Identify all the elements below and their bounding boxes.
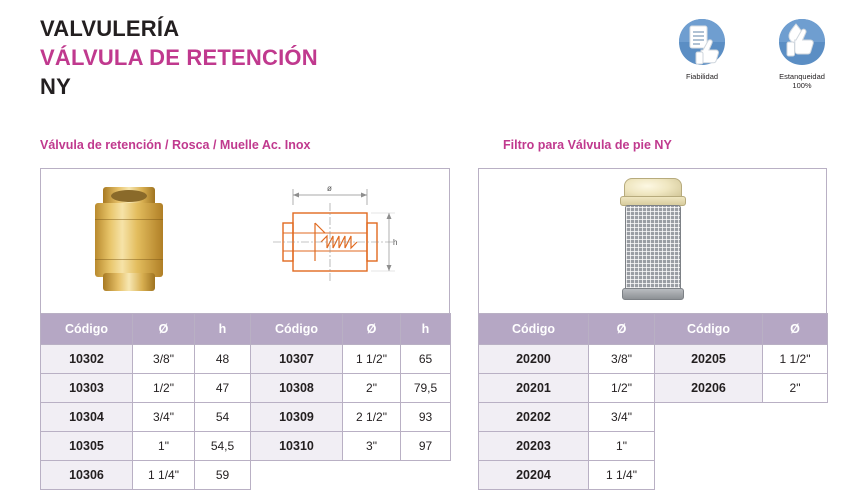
left-th-diametro-1: Ø — [133, 314, 195, 345]
table-row — [479, 432, 828, 461]
right-product-panel — [478, 168, 827, 490]
left-cell-diameter: 1 1/4" — [133, 461, 195, 490]
right-spec-table-wrap — [478, 313, 827, 490]
left-cell-diameter: 1" — [133, 432, 195, 461]
inox-filter-image — [616, 178, 690, 300]
right-table-header-row — [479, 314, 828, 345]
left-cell-diameter: 1/2" — [133, 374, 195, 403]
left-cell-diameter: 3/4" — [133, 403, 195, 432]
left-cell-height2: 79,5 — [401, 374, 451, 403]
right-cell-code: 20203 — [479, 432, 589, 461]
left-cell-code2: 10307 — [251, 345, 343, 374]
left-product-panel — [40, 168, 450, 490]
left-figure-area — [41, 169, 449, 309]
table-row — [41, 374, 451, 403]
right-cell-empty — [763, 432, 828, 461]
hand-checklist-icon — [676, 16, 728, 68]
left-cell-code: 10302 — [41, 345, 133, 374]
table-row — [479, 374, 828, 403]
left-cell-height: 59 — [195, 461, 251, 490]
left-cell-code2: 10308 — [251, 374, 343, 403]
left-th-codigo-1: Código — [41, 314, 133, 345]
estanqueidad-badge — [765, 16, 839, 90]
left-cell-height: 54 — [195, 403, 251, 432]
brass-check-valve-image — [87, 185, 171, 293]
right-cell-diameter: 3/4" — [589, 403, 655, 432]
left-cell-code2: 10310 — [251, 432, 343, 461]
left-cell-height: 48 — [195, 345, 251, 374]
left-cell-empty — [343, 461, 401, 490]
left-spec-table-wrap — [40, 313, 450, 490]
right-cell-diameter: 1" — [589, 432, 655, 461]
left-cell-code: 10306 — [41, 461, 133, 490]
table-row — [41, 461, 451, 490]
left-section-caption: Válvula de retención / Rosca / Muelle Ac. Inox — [40, 138, 311, 152]
left-th-altura-2: h — [401, 314, 451, 345]
right-th-diametro-1: Ø — [589, 314, 655, 345]
estanqueidad-caption-line1: Estanqueidad — [779, 72, 825, 81]
right-th-codigo-1: Código — [479, 314, 589, 345]
right-cell-code: 20204 — [479, 461, 589, 490]
page-title — [40, 14, 318, 101]
right-cell-empty — [655, 461, 763, 490]
left-cell-height2: 97 — [401, 432, 451, 461]
right-figure-area — [479, 169, 826, 309]
badge-group — [665, 16, 839, 90]
thumbs-up-drop-icon — [776, 16, 828, 68]
left-cell-code: 10303 — [41, 374, 133, 403]
right-spec-table — [478, 313, 828, 490]
left-cell-empty — [401, 461, 451, 490]
left-cell-diameter2: 1 1/2" — [343, 345, 401, 374]
right-cell-code: 20200 — [479, 345, 589, 374]
left-cell-code: 10305 — [41, 432, 133, 461]
right-cell-diameter: 3/8" — [589, 345, 655, 374]
left-cell-diameter: 3/8" — [133, 345, 195, 374]
left-cell-code: 10304 — [41, 403, 133, 432]
right-cell-diameter: 1 1/4" — [589, 461, 655, 490]
left-th-codigo-2: Código — [251, 314, 343, 345]
left-cell-height: 47 — [195, 374, 251, 403]
right-cell-diameter: 1/2" — [589, 374, 655, 403]
table-row — [479, 403, 828, 432]
title-line-3: NY — [40, 74, 71, 99]
svg-text:h: h — [393, 238, 398, 247]
svg-text:ø: ø — [327, 184, 332, 193]
table-row — [41, 403, 451, 432]
left-cell-diameter2: 2 1/2" — [343, 403, 401, 432]
estanqueidad-caption-line2: 100% — [792, 81, 812, 90]
right-cell-empty — [655, 403, 763, 432]
left-cell-diameter2: 2" — [343, 374, 401, 403]
fiabilidad-badge — [665, 16, 739, 81]
right-cell-code2: 20206 — [655, 374, 763, 403]
left-spec-table — [40, 313, 451, 490]
title-line-1: VALVULERÍA — [40, 16, 180, 41]
left-cell-diameter2: 3" — [343, 432, 401, 461]
right-th-diametro-2: Ø — [763, 314, 828, 345]
estanqueidad-badge-caption — [765, 72, 839, 90]
right-cell-empty — [763, 461, 828, 490]
table-row — [479, 461, 828, 490]
right-cell-code2: 20205 — [655, 345, 763, 374]
right-cell-code: 20202 — [479, 403, 589, 432]
right-cell-empty — [655, 432, 763, 461]
valve-technical-drawing — [263, 179, 403, 299]
left-table-header-row — [41, 314, 451, 345]
fiabilidad-badge-caption: Fiabilidad — [685, 72, 719, 81]
right-section-caption: Filtro para Válvula de pie NY — [503, 138, 672, 152]
left-cell-height2: 65 — [401, 345, 451, 374]
left-cell-height: 54,5 — [195, 432, 251, 461]
table-row — [479, 345, 828, 374]
table-row — [41, 345, 451, 374]
right-cell-diameter2: 2" — [763, 374, 828, 403]
title-line-2: VÁLVULA DE RETENCIÓN — [40, 45, 318, 70]
left-cell-empty — [251, 461, 343, 490]
right-cell-empty — [763, 403, 828, 432]
right-cell-diameter2: 1 1/2" — [763, 345, 828, 374]
left-cell-code2: 10309 — [251, 403, 343, 432]
left-th-diametro-2: Ø — [343, 314, 401, 345]
left-th-altura-1: h — [195, 314, 251, 345]
right-th-codigo-2: Código — [655, 314, 763, 345]
table-row — [41, 432, 451, 461]
right-cell-code: 20201 — [479, 374, 589, 403]
left-cell-height2: 93 — [401, 403, 451, 432]
